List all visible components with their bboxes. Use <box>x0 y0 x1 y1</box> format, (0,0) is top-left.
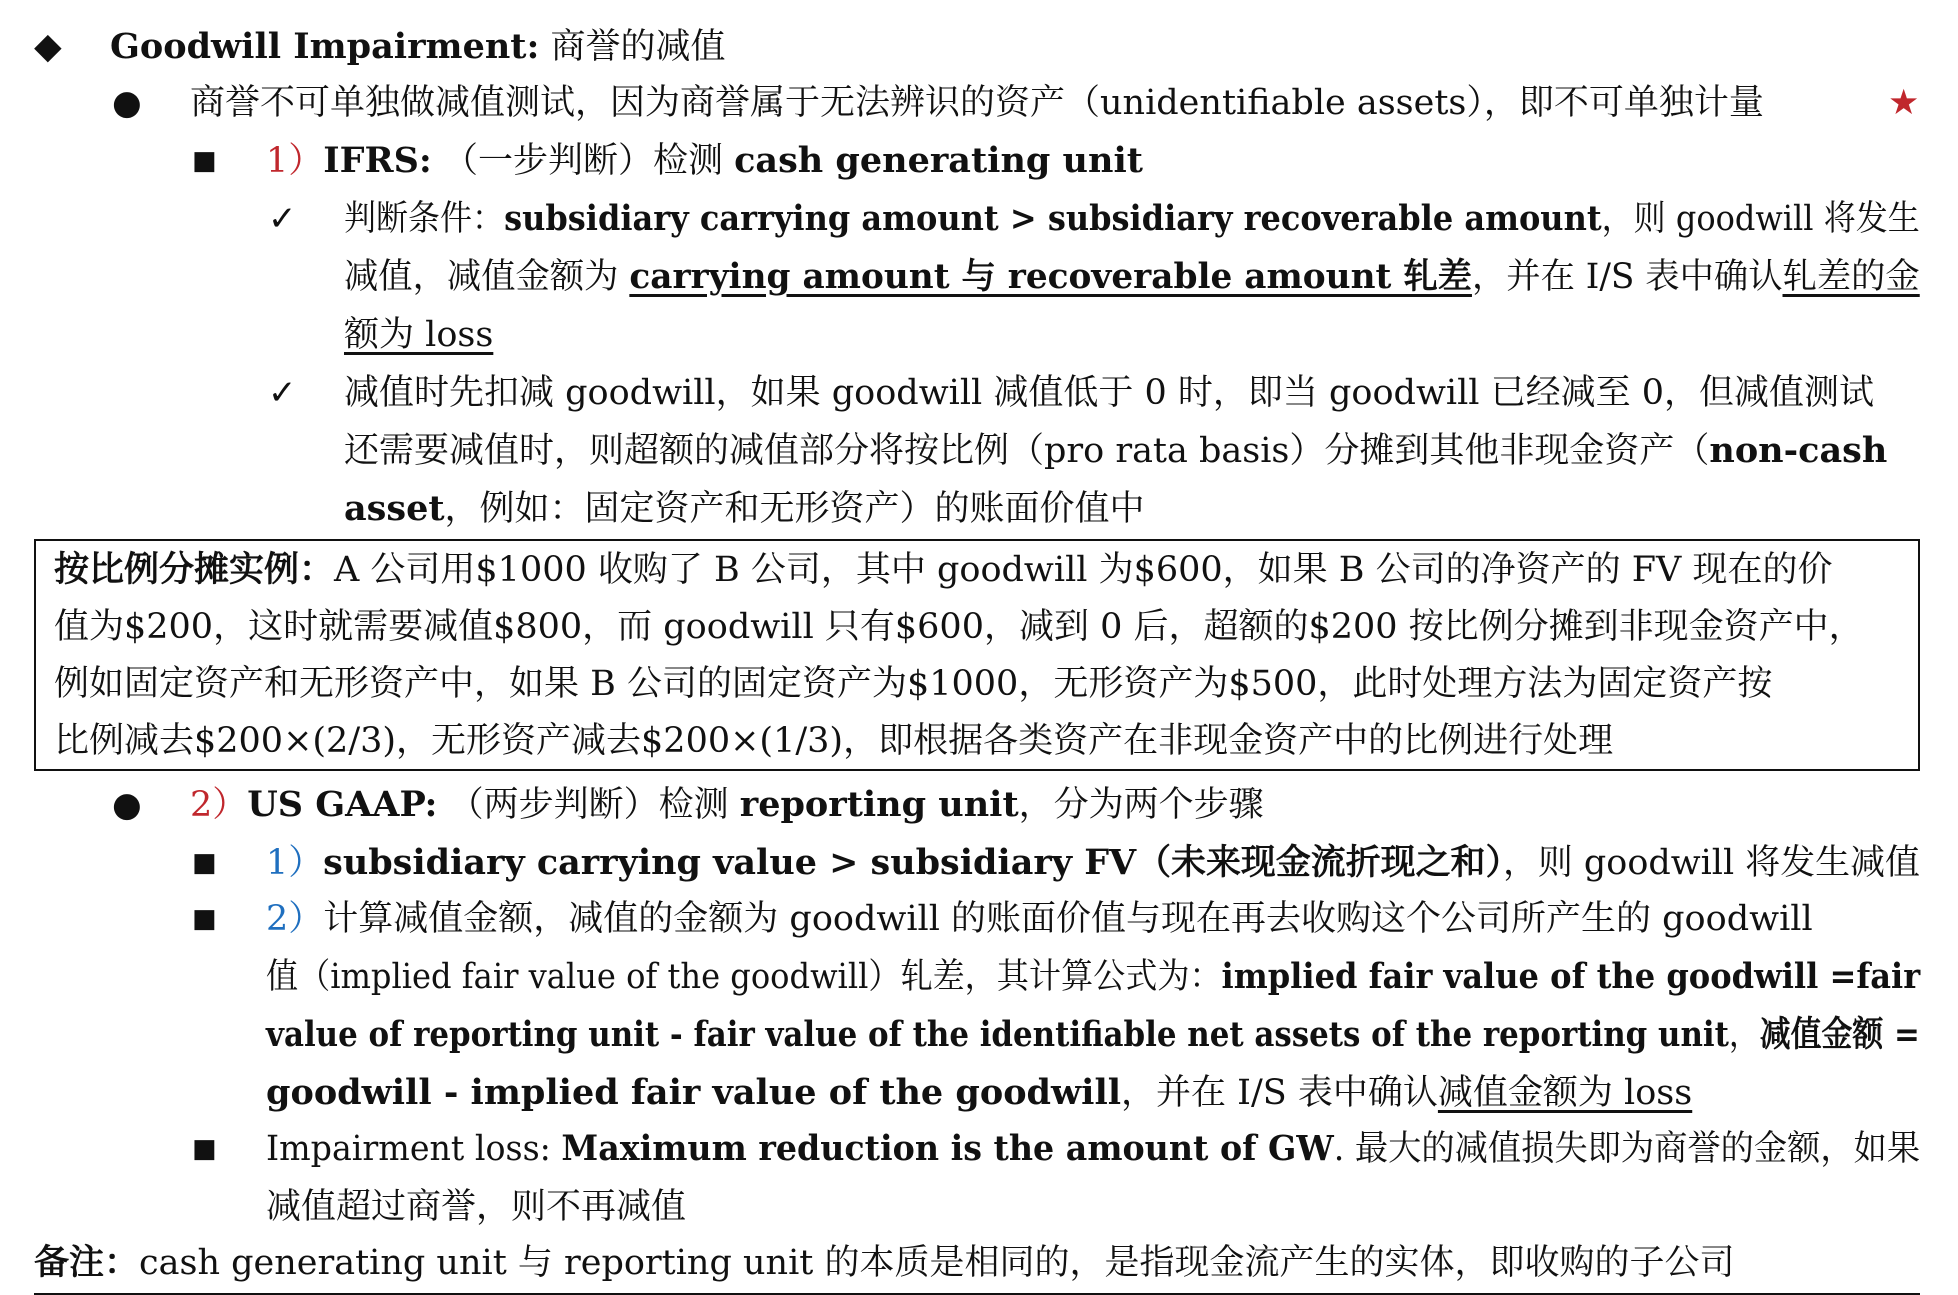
ifrs-desc: （一步判断）检测 <box>442 141 735 181</box>
step2-l4-c: 减值金额为 loss <box>1437 1073 1693 1113</box>
condition-label: 判断条件： <box>344 199 505 239</box>
step2-number: 2） <box>266 899 324 939</box>
heading-title: Goodwill Impairment: <box>110 26 540 67</box>
step2-line-2 <box>266 948 1920 1006</box>
note-text: cash generating unit 与 reporting unit 的本质是相同的，是指现金流产生的实体，即收购的子公司 <box>139 1243 1735 1283</box>
step2-l2-b: implied fair value of the goodwill =fair <box>1221 956 1921 997</box>
dot-bullet-icon: ● <box>112 785 142 825</box>
allocation-l2-a: 还需要减值时，则超额的减值部分将按比例（pro rata basis）分摊到其他非现金资产（ <box>344 431 1710 471</box>
step2-l2-a: 值（implied fair value of the goodwill）轧差，其计算公式为： <box>266 957 1222 997</box>
step2-l4-b: ，并在 I/S 表中确认 <box>1121 1073 1438 1113</box>
step2-line-1 <box>266 890 1813 948</box>
heading-title-cn: 商誉的减值 <box>550 27 726 67</box>
note-label: 备注： <box>34 1242 140 1283</box>
star-icon: ★ <box>1888 83 1920 123</box>
point-text: 商誉不可单独做减值测试，因为商誉属于无法辨识的资产（unidentifiable assets），即不可单独计量 <box>190 83 1764 123</box>
loss-b: Maximum reduction is the amount of GW <box>561 1128 1334 1169</box>
allocation-line-2 <box>344 422 1887 480</box>
ifrs-label: IFRS: <box>323 140 432 181</box>
step2-line-3 <box>266 1006 1920 1064</box>
usgaap-label: US GAAP: <box>247 784 438 825</box>
example-label: 按比例分摊实例： <box>54 549 335 590</box>
step2-l1: 计算减值金额，减值的金额为 goodwill 的账面价值与现在再去收购这个公司所产生的 goodwill <box>323 899 1813 939</box>
allocation-line-1 <box>344 364 1874 422</box>
step1-text: ，则 goodwill 将发生减值 <box>1502 843 1920 883</box>
square-bullet-icon: ■ <box>192 146 217 176</box>
allocation-l3-a: asset <box>344 488 445 529</box>
step1-number: 1） <box>266 843 324 883</box>
loss-line-2 <box>266 1178 686 1236</box>
square-bullet-icon: ■ <box>192 848 217 878</box>
square-bullet-icon: ■ <box>192 1134 217 1164</box>
point-unidentifiable <box>190 74 1764 132</box>
allocation-line-3 <box>344 480 1145 538</box>
usgaap-heading <box>190 776 1264 834</box>
loss-a: Impairment loss: <box>266 1129 562 1169</box>
allocation-l2-b: non-cash <box>1709 430 1888 471</box>
step2-l3-b: ， <box>1728 1015 1760 1055</box>
condition-l2-d: 轧差的金 <box>1782 257 1920 297</box>
dot-bullet-icon: ● <box>112 83 142 123</box>
loss-line-1 <box>266 1120 1920 1178</box>
condition-line-2 <box>344 248 1920 306</box>
condition-l2-b: carrying amount 与 recoverable amount 轧差 <box>629 256 1472 297</box>
usgaap-desc-tail: ，分为两个步骤 <box>1018 785 1264 825</box>
example-l2: 值为$200，这时就需要减值$800，而 goodwill 只有$600，减到 0 后，超额的$200 按比例分摊到非现金资产中， <box>54 607 1864 647</box>
condition-l3: 额为 loss <box>344 315 494 355</box>
diamond-bullet-icon: ◆ <box>34 26 62 67</box>
example-line-1 <box>54 541 1832 599</box>
usgaap-desc-bold: reporting unit <box>739 784 1019 825</box>
example-l3: 例如固定资产和无形资产中，如果 B 公司的固定资产为$1000，无形资产为$500，此时处理方法为固定资产按 <box>54 664 1773 704</box>
example-line-2 <box>54 598 1864 656</box>
loss-l2: 减值超过商誉，则不再减值 <box>266 1187 687 1227</box>
example-line-4 <box>54 712 1613 770</box>
condition-l2-c: ，并在 I/S 表中确认 <box>1471 257 1783 297</box>
ifrs-desc-bold: cash generating unit <box>734 140 1143 181</box>
ifrs-number: 1） <box>266 141 324 181</box>
allocation-l3-b: ，例如：固定资产和无形资产）的账面价值中 <box>444 489 1145 529</box>
condition-line-3 <box>344 306 493 364</box>
example-l1: A 公司用$1000 收购了 B 公司，其中 goodwill 为$600，如果 B 公司的净资产的 FV 现在的价 <box>334 550 1833 590</box>
condition-tail: ，则 goodwill 将发生 <box>1601 199 1920 239</box>
check-icon: ✓ <box>268 199 297 239</box>
condition-formula: subsidiary carrying amount > subsidiary recoverable amount <box>504 198 1602 239</box>
allocation-l1: 减值时先扣减 goodwill，如果 goodwill 减值低于 0 时，即当 goodwill 已经减至 0，但减值测试 <box>344 373 1875 413</box>
step2-l3-a: value of reporting unit - fair value of the identifiable net assets of the reporting unit <box>266 1014 1729 1055</box>
loss-c: . 最大的减值损失即为商誉的金额，如果 <box>1333 1129 1921 1169</box>
condition-l2-a: 减值，减值金额为 <box>344 257 630 297</box>
step1-line <box>266 834 1920 892</box>
condition-line-1 <box>344 190 1920 248</box>
step2-l3-c: 减值金额 = <box>1759 1014 1920 1055</box>
example-line-3 <box>54 655 1772 713</box>
example-l4: 比例减去$200×(2/3)，无形资产减去$200×(1/3)，即根据各类资产在非现金资产中的比例进行处理 <box>54 721 1614 761</box>
step2-line-4 <box>266 1064 1692 1122</box>
usgaap-desc: （两步判断）检测 <box>448 785 740 825</box>
square-bullet-icon: ■ <box>192 904 217 934</box>
check-icon: ✓ <box>268 373 297 413</box>
note-line <box>34 1234 1734 1292</box>
step1-bold: subsidiary carrying value > subsidiary FV（未来现金流折现之和） <box>323 842 1503 883</box>
section-heading <box>110 18 726 76</box>
ifrs-heading <box>266 132 1143 190</box>
usgaap-number: 2） <box>190 785 248 825</box>
step2-l4-a: goodwill - implied fair value of the goodwill <box>266 1072 1122 1113</box>
